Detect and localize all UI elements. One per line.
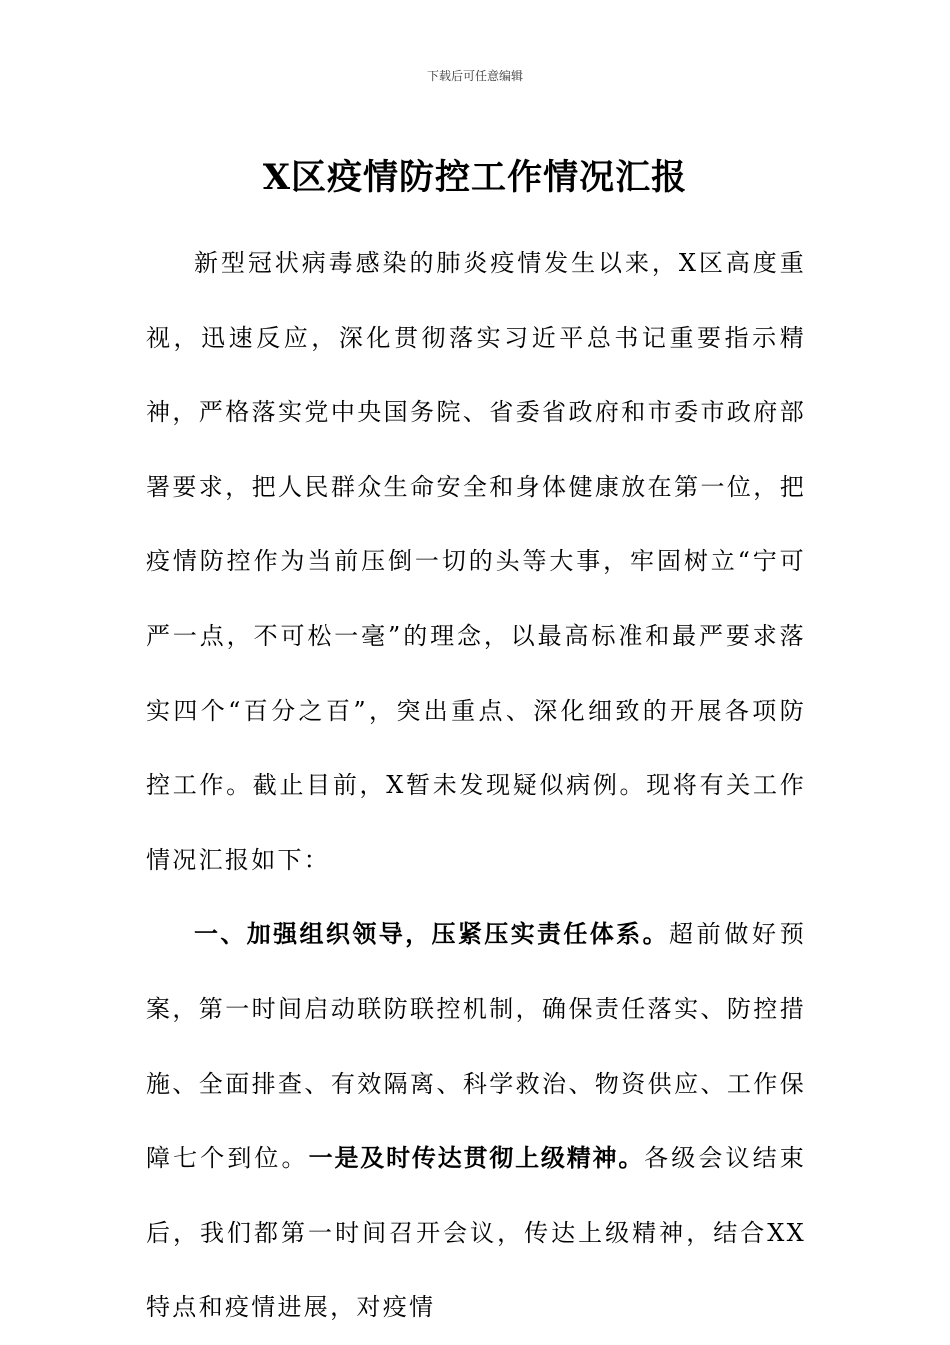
item-1-heading: 一是及时传达贯彻上级精神。: [308, 1143, 645, 1173]
document-title: X区疫情防控工作情况汇报: [262, 157, 688, 198]
header-note: 下载后可任意编辑: [426, 69, 523, 83]
item-1-text: 各级会议结束后，我们都第一时间召开会议，传达上级精神，结合XX特点和疫情进展，对疫情: [146, 1144, 806, 1322]
intro-paragraph: 新型冠状病毒感染的肺炎疫情发生以来，X区高度重视，迅速反应，深化贯彻落实习近平总书记重要指示精神，严格落实党中央国务院、省委省政府和市委市政府部署要求，把人民群众生命安全和身体健康放在第一位，把疫情防控作为当前压倒一切的头等大事，牢固树立“宁可严一点，不可松一毫”的理念，以最高标准和最严要求落实四个“百分之百”，突出重点、深化细致的开展各项防控工作。截止目前，X暂未发现疑似病例。现将有关工作情况汇报如下：: [146, 249, 806, 874]
section-1-heading: 一、加强组织领导，压紧压实责任体系。: [194, 919, 669, 949]
section-1-paragraph: [146, 897, 806, 1345]
section-1-text: 超前做好预案，第一时间启动联防联控机制，确保责任落实、防控措施、全面排查、有效隔离、科学救治、物资供应、工作保障七个到位。: [146, 920, 806, 1173]
document-body: [146, 226, 806, 1345]
